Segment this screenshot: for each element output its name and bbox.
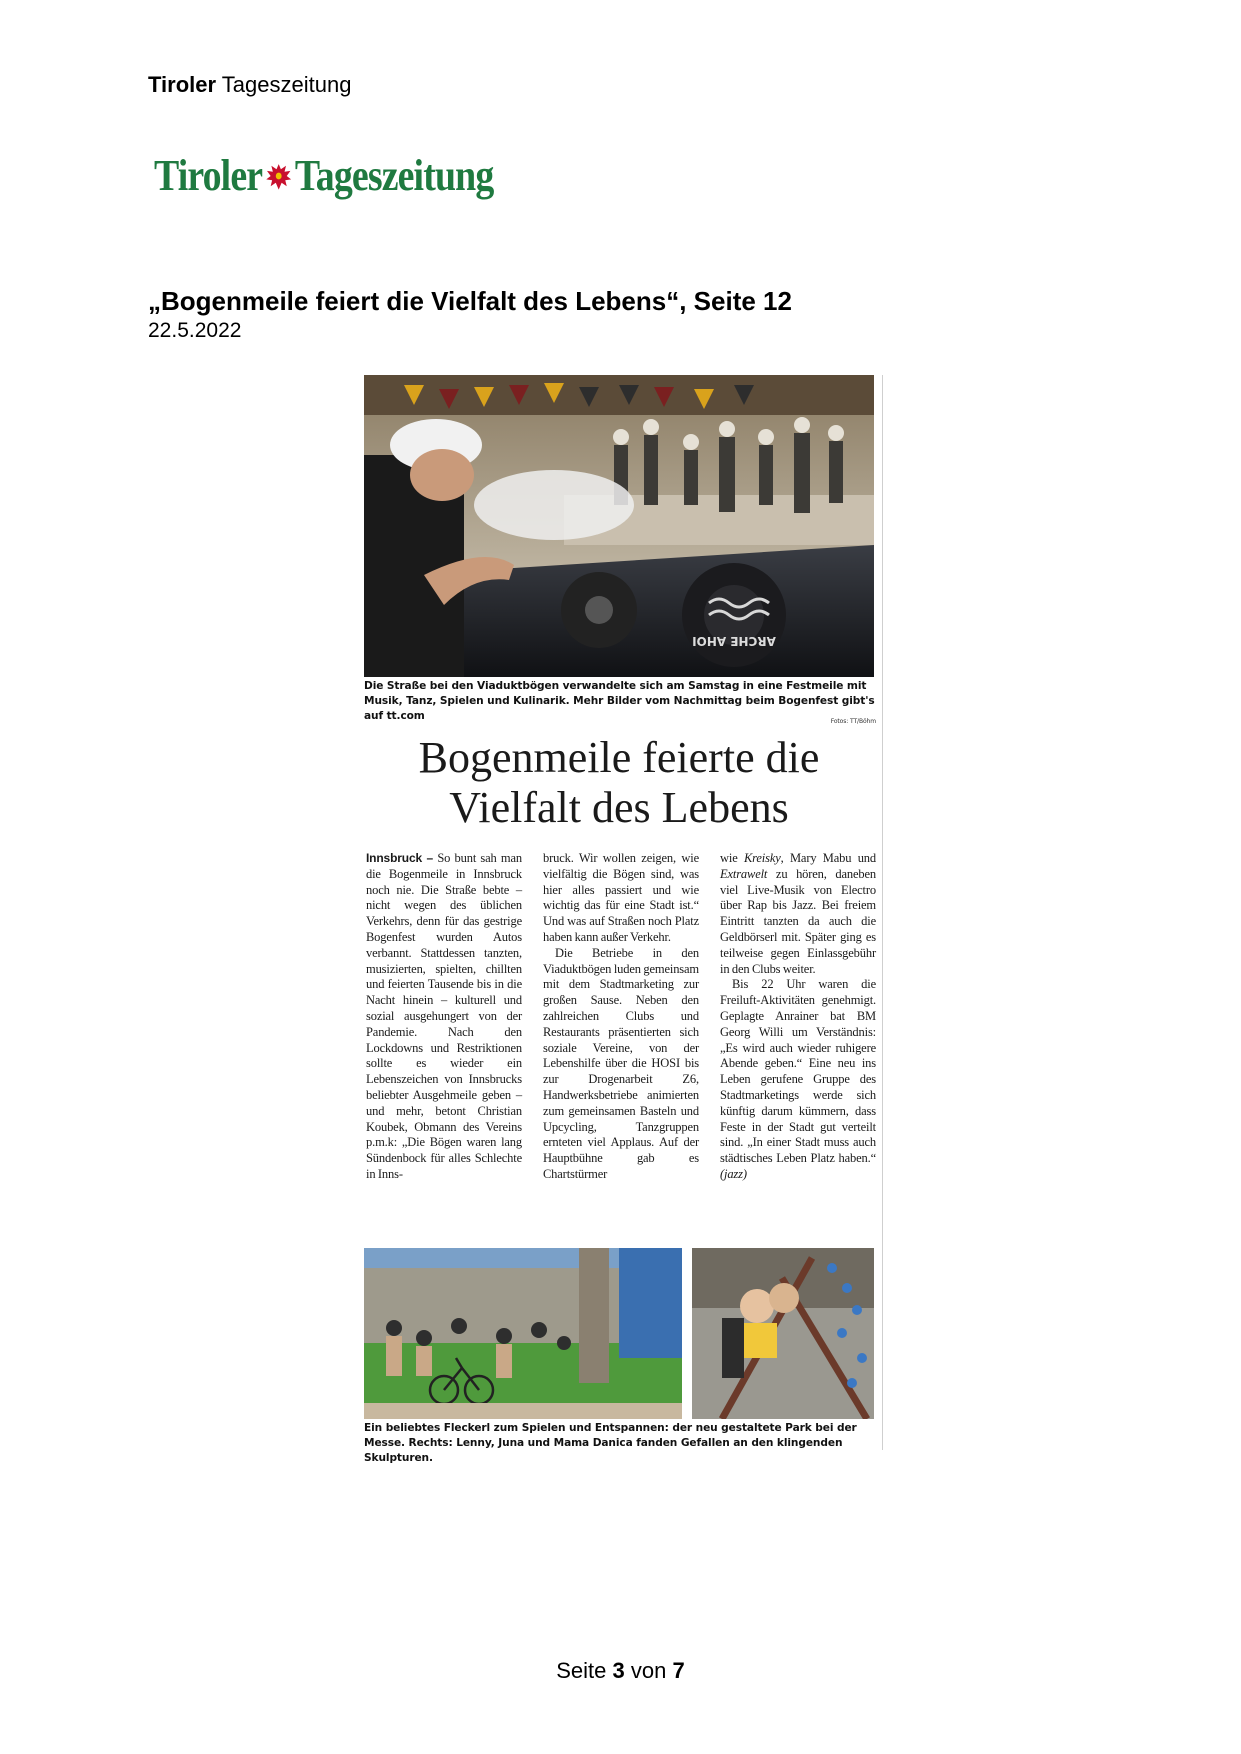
caption-top <box>364 679 876 729</box>
publication-header <box>148 72 351 98</box>
logo-right-text: Tageszeitung <box>294 151 494 200</box>
caption-bottom: Ein beliebtes Fleckerl zum Spielen und Entspannen: der neu gestaltete Park bei der Messe. Rechts: Lenny, Juna und Mama Danica fanden Gefallen an den klingenden Skulpturen. <box>364 1422 857 1464</box>
column-3-mid: , Mary Mabu und <box>780 851 876 865</box>
caption-top-text: Die Straße bei den Viaduktbögen verwandelte sich am Samstag in eine Festmeile mit Musik, Tanz, Spielen und Kulinarik. Mehr Bilder vom Nachmittag beim Bogenfest gibt's auf tt.com <box>364 680 875 722</box>
photo-park <box>364 1248 682 1419</box>
page-footer <box>0 1658 1241 1684</box>
footer-prefix: Seite <box>556 1658 607 1683</box>
column-2 <box>543 851 699 1183</box>
photo-sculpture <box>692 1248 874 1419</box>
band-extrawelt: Extrawelt <box>720 866 768 881</box>
footer-page-number: 3 <box>612 1658 625 1683</box>
footer-page-total: 7 <box>672 1658 685 1683</box>
tyrolean-eagle-icon <box>264 159 293 193</box>
footer-middle: von <box>630 1658 667 1683</box>
clipping-edge <box>882 375 883 1450</box>
column-2-paragraph-1: bruck. Wir wollen zeigen, wie vielfältig die Bögen sind, was hier alles passiert und wie wichtig das für eine Stadt ist.“ Und was auf Straßen noch Platz haben kann außer Verkehr. <box>543 851 699 944</box>
photo-credit: Fotos: TT/Böhm <box>830 718 876 725</box>
newspaper-clipping <box>364 375 882 1464</box>
author-sign: (jazz) <box>720 1166 747 1181</box>
column-3-paragraph-2: Bis 22 Uhr waren die Freiluft-Aktivitäten genehmigt. Geplagte Anrainer bat BM Georg Willi um Verständnis: „Es wird auch wieder ruhigere Abende geben.“ Eine neu ins Leben gerufene Gruppe des Stadtmarketings werde sich künftig darum kümmern, dass Feste in der Stadt gut verteilt sind. „In einer Stadt muss auch städtisches Leben Platz haben.“ <box>720 977 876 1166</box>
column-1 <box>366 851 522 1183</box>
deck-label: ARCHE AHOI <box>692 634 776 648</box>
column-2-paragraph-2: Die Betriebe in den Viaduktbögen luden gemeinsam mit dem Stadtmarketing zur großen Sause. Neben den zahlreichen Clubs und Restaurants präsentierten sich soziale Vereine, von der Lebenshilfe über die HOSI bis zur Drogenarbeit Z6, Handwerksbetriebe animierten zum gemeinsamen Basteln und Upcycling, Tanzgruppen ernteten viel Applaus. Auf der Hauptbühne gab es Chartstürmer <box>543 945 699 1181</box>
column-3-pre: wie <box>720 851 738 865</box>
article-columns <box>366 851 876 1183</box>
logo-left-text: Tiroler <box>154 151 263 200</box>
column-1-text: So bunt sah man die Bogenmeile in Innsbruck noch nie. Die Straße bebte – nicht wegen des üblichen Verkehrs, denn für das gestrige Bogenfest wurden Autos verbannt. Stattdessen tanzten, musizierten, spielten, chillten und feierten Tausende bis in die Nacht hinein – kulturell und sozial ausgehungert von der Pandemie. Nach den Lockdowns und Restriktionen sollte es wieder ein Lebenszeichen von Innsbrucks beliebter Ausgehmeile geben – und mehr, betont Christian Koubek, Obmann des Vereins p.m.k: „Die Bögen waren lang Sündenbock für alles Schlechte in Inns- <box>366 851 522 1181</box>
column-3 <box>720 851 876 1183</box>
band-kreisky: Kreisky <box>743 851 781 865</box>
brand-rest: Tageszeitung <box>221 72 352 97</box>
column-3-post: zu hören, daneben viel Live-Musik von Electro über Rap bis Jazz. Bei freiem Eintritt tanzten da auch die Geldbörserl mit. Später ging es teilweise gegen Einlassgebühr in den Clubs weiter. <box>720 866 876 976</box>
article-date: 22.5.2022 <box>148 319 242 342</box>
photo-dj-turntables <box>364 375 874 677</box>
headline-line-1: Bogenmeile feierte die <box>418 733 820 782</box>
brand-bold: Tiroler <box>148 72 217 97</box>
headline-line-2: Vielfalt des Lebens <box>449 783 789 832</box>
dateline: Innsbruck – <box>366 851 434 865</box>
article-reference-title: „Bogenmeile feiert die Vielfalt des Lebens“, Seite 12 <box>148 286 792 316</box>
newspaper-logo <box>154 150 493 201</box>
headline <box>364 733 874 833</box>
